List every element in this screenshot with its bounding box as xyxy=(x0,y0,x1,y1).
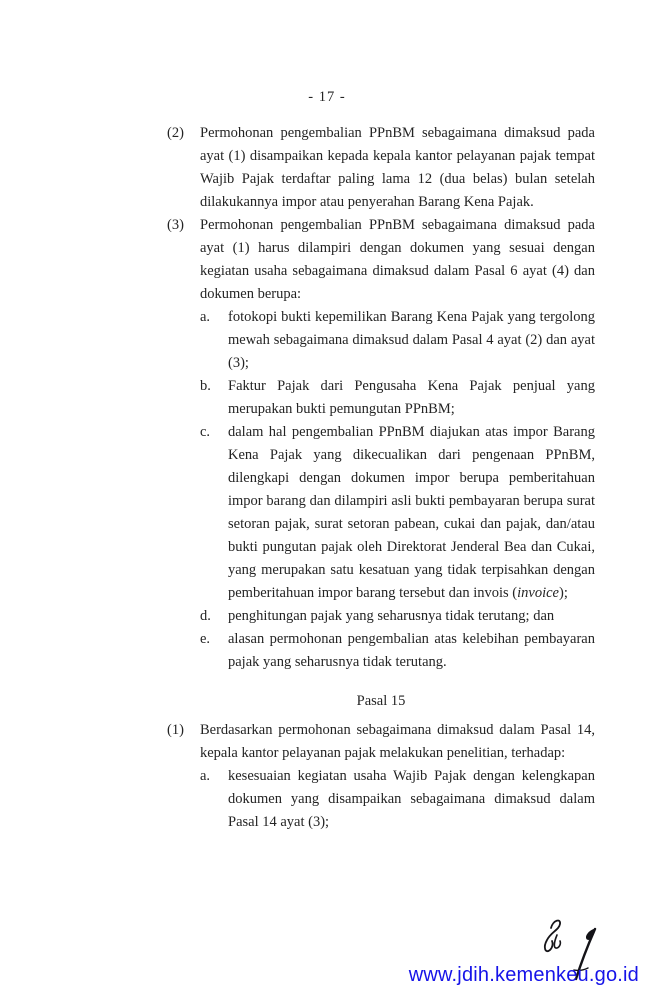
paragraph-3-text: Permohonan pengembalian PPnBM sebagaimana dimaksud pada ayat (1) harus dilampiri dengan dokumen yang sesuai dengan kegiatan usaha sebagaimana dimaksud dalam Pasal 6 ayat (4) dan dokumen berupa: xyxy=(200,217,595,302)
paragraph-3 xyxy=(167,214,595,674)
list-item-c-text-before: dalam hal pengembalian PPnBM diajukan atas impor Barang Kena Pajak yang dikecualikan dari pengenaan PPnBM, dilengkapi dengan dokumen impor berupa pemberitahuan impor barang dan dilampiri asli bukti pembayaran berupa surat setoran pajak, surat setoran pabean, cukai dan pajak, dan/atau bukti pungutan pajak oleh Direktorat Jenderal Bea dan Cukai, yang merupakan satu kesatuan yang tidak terpisahkan dengan pemberitahuan impor barang tersebut dan invois ( xyxy=(228,424,595,601)
list-item-d-text: penghitungan pajak yang seharusnya tidak terutang; dan xyxy=(228,608,555,624)
paragraph-2-text: Permohonan pengembalian PPnBM sebagaimana dimaksud pada ayat (1) disampaikan kepada kepala kantor pelayanan pajak tempat Wajib Pajak terdaftar paling lama 12 (dua belas) bulan setelah dilakukannya impor atau penyerahan Barang Kena Pajak. xyxy=(200,125,595,210)
paragraph-3-sublist xyxy=(200,306,595,674)
list-item-1a xyxy=(200,765,595,834)
list-item-b-text: Faktur Pajak dari Pengusaha Kena Pajak penjual yang merupakan bukti pemungutan PPnBM; xyxy=(228,378,595,417)
list-item-d-marker: d. xyxy=(200,608,211,624)
paragraph-1-sublist xyxy=(200,765,595,834)
list-item-e-text: alasan permohonan pengembalian atas kelebihan pembayaran pajak yang seharusnya tidak terutang. xyxy=(228,631,595,670)
paragraph-2 xyxy=(167,122,595,214)
paragraph-1 xyxy=(167,719,595,834)
list-item-1a-marker: a. xyxy=(200,768,211,784)
section-heading-pasal-15: Pasal 15 xyxy=(356,693,406,709)
list-item-b xyxy=(200,375,595,421)
paragraph-1-marker: (1) xyxy=(167,722,184,738)
document-body xyxy=(167,122,595,834)
paragraph-1-text: Berdasarkan permohonan sebagaimana dimaksud dalam Pasal 14, kepala kantor pelayanan pajak melakukan penelitian, terhadap: xyxy=(200,722,595,761)
list-item-c-marker: c. xyxy=(200,424,211,440)
list-item-a xyxy=(200,306,595,375)
list-item-1a-text: kesesuaian kegiatan usaha Wajib Pajak dengan kelengkapan dokumen yang disampaikan sebagaimana dimaksud dalam Pasal 14 ayat (3); xyxy=(228,768,595,830)
list-item-a-marker: a. xyxy=(200,309,211,325)
footer-url: www.jdih.kemenkeu.go.id xyxy=(408,964,639,986)
paragraph-3-marker: (3) xyxy=(167,217,184,233)
list-item-b-marker: b. xyxy=(200,378,211,394)
list-item-c-text-after: ); xyxy=(558,585,568,601)
list-item-e-marker: e. xyxy=(200,631,211,647)
list-item-d xyxy=(200,605,595,628)
list-item-e xyxy=(200,628,595,674)
paragraph-2-marker: (2) xyxy=(167,125,184,141)
handwritten-paraf-left-icon xyxy=(545,921,561,952)
list-item-c-italic-term: invoice xyxy=(517,585,559,601)
list-item-a-text: fotokopi bukti kepemilikan Barang Kena Pajak yang tergolong mewah sebagaimana dimaksud dalam Pasal 4 ayat (2) dan ayat (3); xyxy=(228,309,595,371)
page-number: - 17 - xyxy=(308,89,346,105)
list-item-c-text xyxy=(228,421,595,605)
list-item-c xyxy=(200,421,595,605)
